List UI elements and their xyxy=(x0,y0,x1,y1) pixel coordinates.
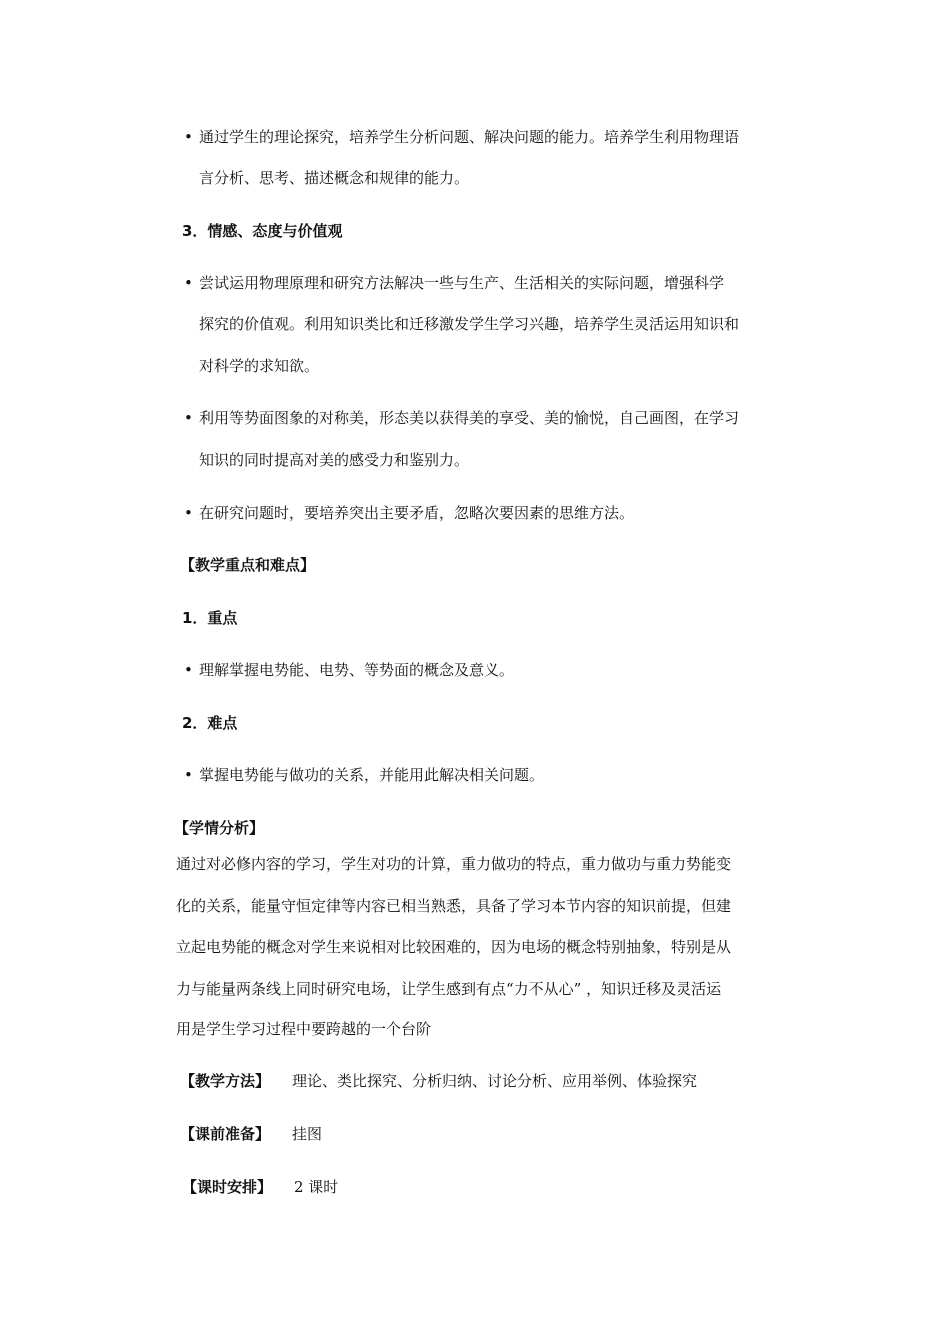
values-item-1-line-1: 尝试运用物理原理和研究方法解决一些与生产、生活相关的实际问题，增强科学 xyxy=(199,274,725,292)
learner-analysis-line-2: 化的关系，能量守恒定律等内容已相当熟悉，具备了学习本节内容的知识前提，但建 xyxy=(176,897,732,915)
schedule-label: 【课时安排】 xyxy=(182,1178,273,1196)
schedule-value: 2 课时 xyxy=(294,1178,339,1196)
learner-analysis-line-1: 通过对必修内容的学习，学生对功的计算，重力做功的特点，重力做功与重力势能变 xyxy=(176,855,732,873)
bullet-icon: • xyxy=(184,409,193,427)
process-skills-line-1: 通过学生的理论探究，培养学生分析问题、解决问题的能力。培养学生利用物理语 xyxy=(199,128,740,146)
methods-value: 理论、类比探究、分析归纳、讨论分析、应用举例、体验探究 xyxy=(292,1072,698,1090)
difficulty-heading: 2．难点 xyxy=(182,714,238,732)
learner-analysis-line-5: 用是学生学习过程中要跨越的一个台阶 xyxy=(176,1020,432,1038)
values-heading: 3．情感、态度与价值观 xyxy=(182,222,343,240)
values-item-3-line-1: 在研究问题时，要培养突出主要矛盾，忽略次要因素的思维方法。 xyxy=(199,504,635,522)
bullet-icon: • xyxy=(184,661,193,679)
bullet-icon: • xyxy=(184,766,193,784)
learner-analysis-line-3: 立起电势能的概念对学生来说相对比较困难的，因为电场的概念特别抽象，特别是从 xyxy=(176,938,732,956)
methods-label: 【教学方法】 xyxy=(180,1072,271,1090)
bullet-icon: • xyxy=(184,274,193,292)
key-points-heading: 【教学重点和难点】 xyxy=(180,556,316,574)
focus-item: 理解掌握电势能、电势、等势面的概念及意义。 xyxy=(199,661,515,679)
preparation-value: 挂图 xyxy=(292,1125,323,1143)
values-item-1-line-2: 探究的价值观。利用知识类比和迁移激发学生学习兴趣，培养学生灵活运用知识和 xyxy=(199,315,740,333)
learner-analysis-heading: 【学情分析】 xyxy=(174,819,265,837)
bullet-icon: • xyxy=(184,128,193,146)
values-item-2-line-1: 利用等势面图象的对称美，形态美以获得美的享受、美的愉悦，自己画图，在学习 xyxy=(199,409,740,427)
process-skills-line-2: 言分析、思考、描述概念和规律的能力。 xyxy=(199,169,470,187)
bullet-icon: • xyxy=(184,504,193,522)
preparation-label: 【课前准备】 xyxy=(180,1125,271,1143)
values-item-1-line-3: 对科学的求知欲。 xyxy=(199,357,320,375)
difficulty-item: 掌握电势能与做功的关系，并能用此解决相关问题。 xyxy=(199,766,545,784)
values-item-2-line-2: 知识的同时提高对美的感受力和鉴别力。 xyxy=(199,451,470,469)
learner-analysis-line-4: 力与能量两条线上同时研究电场，让学生感到有点“力不从心” ，知识迁移及灵活运 xyxy=(176,980,722,998)
focus-heading: 1．重点 xyxy=(182,609,238,627)
